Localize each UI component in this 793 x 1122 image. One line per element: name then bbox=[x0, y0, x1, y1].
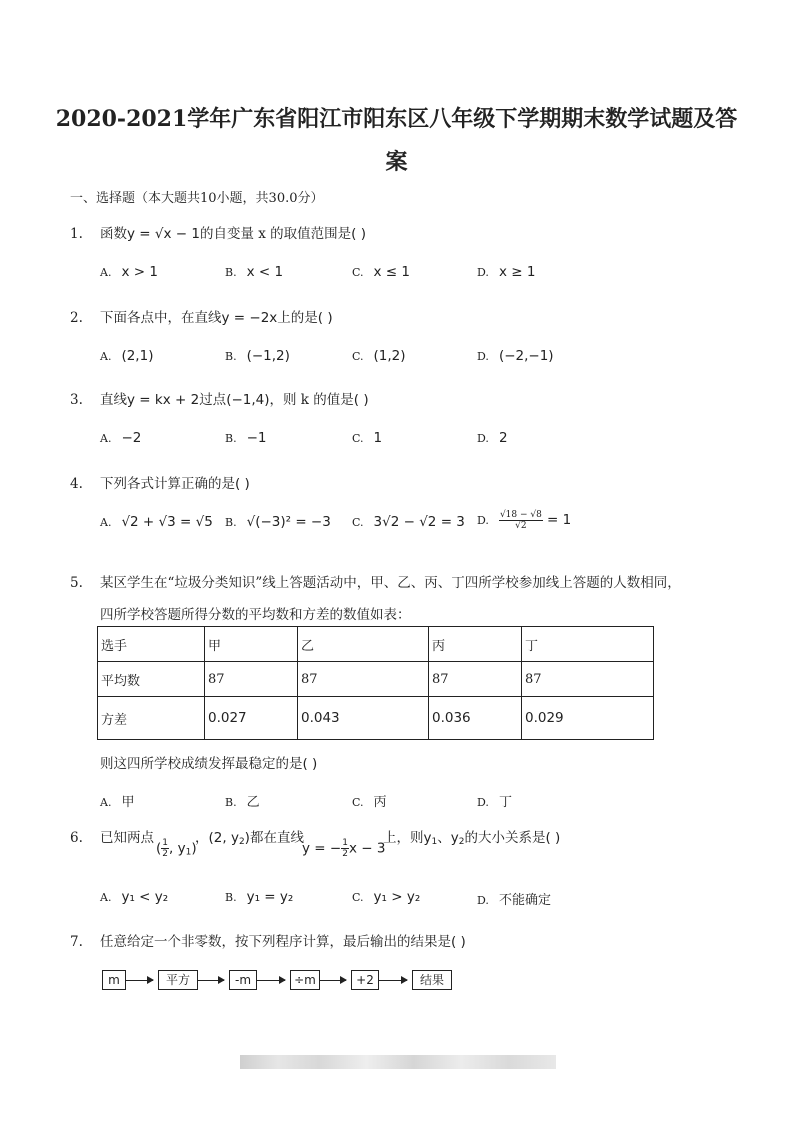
option-c: C. 丙 bbox=[352, 795, 387, 810]
option-d: D. x ≥ 1 bbox=[477, 264, 536, 280]
table-cell: 0.029 bbox=[522, 697, 654, 740]
question-number: 5. bbox=[70, 575, 83, 591]
question-text: 都在直线 bbox=[249, 830, 304, 846]
math-expression: y = −2x bbox=[221, 310, 278, 326]
question-2 bbox=[70, 306, 333, 326]
option-d: D. 2 bbox=[477, 430, 508, 446]
question-6 bbox=[70, 826, 154, 846]
option-d: D. 丁 bbox=[477, 795, 512, 810]
question-text: 直线 bbox=[100, 392, 127, 408]
option-c: C. y₁ > y₂ bbox=[352, 889, 421, 905]
blurred-footer bbox=[240, 1055, 556, 1069]
answer-paren: ( ) bbox=[451, 934, 466, 950]
option-c: C. 1 bbox=[352, 430, 383, 446]
flow-box-plus-2: +2 bbox=[351, 970, 379, 990]
answer-paren: ( ) bbox=[351, 226, 366, 242]
table-cell: 0.036 bbox=[429, 697, 522, 740]
question-text: 过点 bbox=[199, 392, 227, 408]
option-b: B. (−1,2) bbox=[225, 348, 290, 364]
fraction: $\frac{√18 - √8}{√2}$ bbox=[499, 510, 542, 531]
table-row bbox=[98, 697, 654, 740]
option-b: B. √(−3)² = −3 bbox=[225, 514, 331, 530]
question-text: 的大小关系是 bbox=[464, 830, 546, 846]
table-cell: 甲 bbox=[205, 627, 298, 662]
question-text: 任意给定一个非零数，按下列程序计算，最后输出的结果是 bbox=[100, 934, 451, 950]
question-number: 7. bbox=[70, 934, 83, 950]
table-row bbox=[98, 627, 654, 662]
question-text: 某区学生在“垃圾分类知识”线上答题活动中，甲、乙、丙、丁四所学校参加线上答题的人数相同， bbox=[100, 575, 681, 591]
answer-paren: ( ) bbox=[353, 392, 369, 408]
score-table bbox=[97, 626, 654, 740]
option-c: C. 3√2 − √2 = 3 bbox=[352, 514, 465, 530]
table-row bbox=[98, 662, 654, 697]
flow-box-minus-m: -m bbox=[229, 970, 257, 990]
answer-paren: ( ) bbox=[545, 830, 561, 846]
question-text: 上的是 bbox=[277, 310, 318, 326]
table-cell: 0.043 bbox=[298, 697, 429, 740]
question-text: 上，则 bbox=[383, 830, 424, 846]
table-cell: 丙 bbox=[429, 627, 522, 662]
option-a: A. √2 + √3 = √5 bbox=[100, 514, 213, 530]
question-text: 函数 bbox=[100, 226, 127, 242]
point-2: (2, $y_2$) bbox=[208, 830, 250, 847]
fraction: $\frac{1}{2}$ bbox=[162, 838, 169, 859]
option-a: A. (2,1) bbox=[100, 348, 154, 364]
question-text: 下面各点中，在直线 bbox=[100, 310, 222, 326]
option-b: B. x < 1 bbox=[225, 264, 284, 280]
table-cell: 方差 bbox=[98, 697, 205, 740]
arrow-right-icon bbox=[378, 980, 407, 981]
question-text: ， bbox=[195, 830, 209, 846]
title-line-1: 2020-2021学年广东省阳江市阳东区八年级下学期期末数学试题及答 bbox=[55, 106, 738, 132]
fraction: $\frac{1}{2}$ bbox=[342, 838, 348, 859]
question-4 bbox=[70, 472, 250, 492]
option-c: C. (1,2) bbox=[352, 348, 406, 364]
section-heading: 一、选择题（本大题共10小题，共30.0分） bbox=[70, 191, 324, 206]
question-number: 4. bbox=[70, 476, 83, 492]
question-6-mid bbox=[195, 826, 304, 847]
question-3 bbox=[70, 388, 369, 408]
math-expression: y = √x − 1 bbox=[127, 226, 200, 242]
arrow-right-icon bbox=[197, 980, 224, 981]
table-cell: 87 bbox=[205, 662, 298, 697]
question-text: 下列各式计算正确的是 bbox=[100, 476, 235, 492]
answer-paren: ( ) bbox=[317, 310, 333, 326]
table-cell: 87 bbox=[429, 662, 522, 697]
flow-box-divide-m: ÷m bbox=[290, 970, 320, 990]
question-7 bbox=[70, 930, 466, 950]
option-d: D. 不能确定 bbox=[477, 893, 551, 908]
option-d: D. $\frac{√18 - √8}{√2}$ = 1 bbox=[477, 510, 572, 531]
math-expression: y = kx + 2 bbox=[127, 392, 200, 408]
question-number: 3. bbox=[70, 392, 83, 408]
table-cell: 0.027 bbox=[205, 697, 298, 740]
table-cell: 87 bbox=[522, 662, 654, 697]
flow-box-square: 平方 bbox=[158, 970, 198, 990]
line-equation: y = − $\frac{1}{2}$ x − 3 bbox=[302, 838, 386, 859]
question-number: 2. bbox=[70, 310, 83, 326]
question-number: 6. bbox=[70, 830, 83, 846]
question-6-end: 上，则$y_1$、$y_2$的大小关系是( ) bbox=[383, 830, 561, 847]
arrow-right-icon bbox=[256, 980, 285, 981]
answer-paren: ( ) bbox=[302, 756, 318, 772]
question-1 bbox=[70, 222, 366, 242]
option-b: B. y₁ = y₂ bbox=[225, 889, 294, 905]
math-expression: (−1,4) bbox=[226, 392, 270, 408]
question-5 bbox=[70, 571, 681, 591]
table-cell: 87 bbox=[298, 662, 429, 697]
question-text: ，则 k 的值是 bbox=[269, 392, 354, 408]
table-cell: 选手 bbox=[98, 627, 205, 662]
option-c: C. x ≤ 1 bbox=[352, 264, 411, 280]
question-text: 则这四所学校成绩发挥最稳定的是 bbox=[100, 756, 303, 772]
answer-paren: ( ) bbox=[235, 476, 250, 492]
option-a: A. y₁ < y₂ bbox=[100, 889, 169, 905]
option-a: A. 甲 bbox=[100, 795, 135, 810]
option-b: B. 乙 bbox=[225, 795, 260, 810]
table-cell: 乙 bbox=[298, 627, 429, 662]
title-line-2: 案 bbox=[385, 149, 408, 175]
question-5-line-3 bbox=[100, 752, 317, 772]
table-cell: 丁 bbox=[522, 627, 654, 662]
flow-box-m: m bbox=[102, 970, 126, 990]
question-number: 1. bbox=[70, 226, 83, 242]
question-5-line-2: 四所学校答题所得分数的平均数和方差的数值如表： bbox=[100, 607, 411, 623]
option-b: B. −1 bbox=[225, 430, 267, 446]
point-1: ( $\frac{1}{2}$ , $y_1$) bbox=[156, 838, 197, 859]
arrow-right-icon bbox=[319, 980, 346, 981]
table-cell: 平均数 bbox=[98, 662, 205, 697]
option-d: D. (−2,−1) bbox=[477, 348, 554, 364]
option-a: A. −2 bbox=[100, 430, 142, 446]
question-text: 已知两点 bbox=[100, 830, 154, 846]
flow-box-result: 结果 bbox=[412, 970, 452, 990]
arrow-right-icon bbox=[125, 980, 153, 981]
question-text: 的自变量 x 的取值范围是 bbox=[199, 226, 352, 242]
option-a: A. x > 1 bbox=[100, 264, 158, 280]
